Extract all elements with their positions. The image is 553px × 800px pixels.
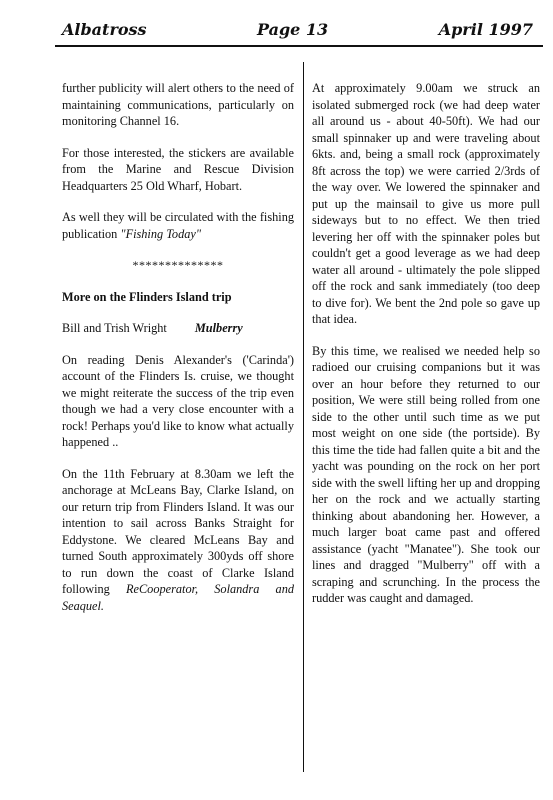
paragraph-publicity: further publicity will alert others to the need of maintaining communications, particularly on monitoring Channel 16. [62, 81, 294, 128]
newsletter-title: Albatross [62, 20, 147, 39]
paragraph-text: As well they will be circulated with the fishing publication [62, 210, 294, 241]
paragraph-departure [62, 466, 294, 615]
paragraph-rescue: By this time, we realised we needed help so radioed our cruising companions but it was over an hour before they returned to our position, We were still being rolled from one side to the other until such time as we put most weight on one side (the portside). By this time the tide had fallen quite a bit and the yacht was pounding on the rock on her port side with the swell lifting her up and dropping her on the rock and we actually starting thinking about abandoning her. However, a much larger boat came past and offered assistance (yacht "Manatee"). She took our lines and dragged "Mulberry" off with a scraping and scrunching. In the process the rudder was caught and damaged. [312, 343, 540, 605]
paragraph-stickers: For those interested, the stickers are available from the Marine and Rescue Division Headquarters 25 Old Wharf, Hobart. [62, 145, 294, 193]
paragraph-fishing-publication [62, 209, 294, 242]
paragraph-text: On the 11th February at 8.30am we left the anchorage at McLeans Bay, Clarke Island, on our return trip from Flinders Island. It was our intention to sail across Banks Straight for Eddystone. We cleared McLeans Bay and turned South approximately 300yds off shore to run down the coast of Clarke Island following [62, 466, 294, 596]
page-header [62, 14, 533, 42]
left-column [62, 80, 294, 629]
issue-date: April 1997 [438, 20, 533, 39]
right-column [312, 80, 540, 622]
header-rule [55, 45, 543, 47]
paragraph-intro: On reading Denis Alexander's ('Carinda') account of the Flinders Is. cruise, we thought we might reiterate the success of the trip even though we had a very close encounter with a rock! Perhaps you'd like to know what actually happened .. [62, 352, 294, 449]
boat-name: Mulberry [194, 321, 243, 335]
byline [62, 320, 294, 337]
column-divider [303, 62, 304, 772]
section-title: More on the Flinders Island trip [62, 289, 232, 304]
section-separator: ************** [132, 258, 224, 272]
author-names: Bill and Trish Wright [62, 321, 167, 335]
paragraph-rock-strike: At approximately 9.00am we struck an isolated submerged rock (we had deep water all around us - about 40-50ft). We had our small spinnaker up and were traveling about 6kts. and, being a small rock (approximately 8ft across the top) we were carried 2/3rds of the way over. We lowered the spinnaker and put up the mainsail to give us more pull sideways but to no effect. We then tried levering her off with the spinnaker poles but couldn't get a good leverage as we had deep water all around - ultimately the pole slipped off the rock and sank immediately (too deep to dive for). We bent the 2nd pole so gave up that idea. [312, 81, 540, 326]
publication-name: "Fishing Today" [120, 226, 201, 241]
page-number: Page 13 [257, 20, 329, 39]
boat-names: ReCooperator, Solandra and Seaquel. [62, 582, 294, 613]
